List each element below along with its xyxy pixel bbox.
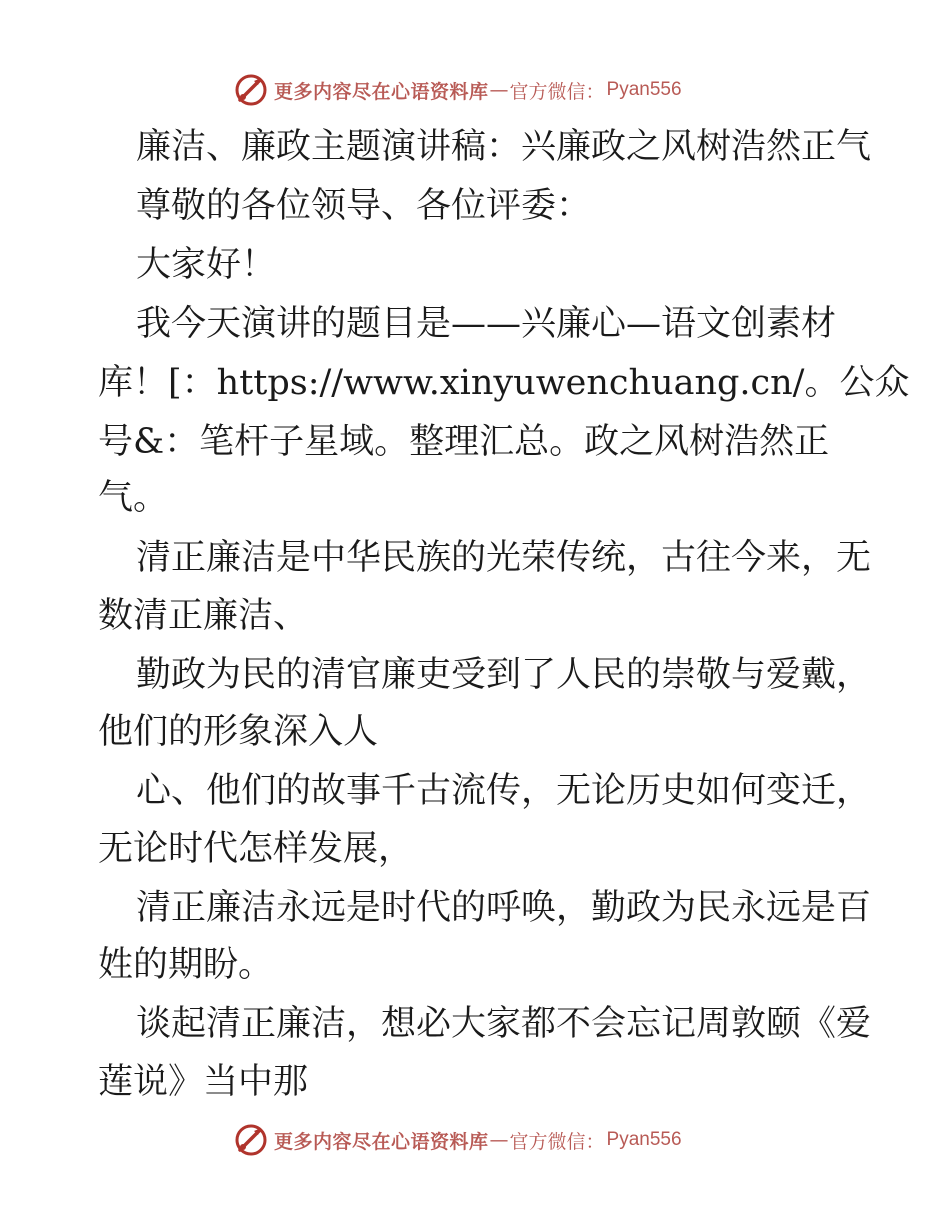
doc-line: 清正廉洁是中华民族的光荣传统，古往今来，无 bbox=[136, 538, 872, 578]
doc-line: 号&：笔杆子星域。整理汇总。政之风树浩然正 bbox=[98, 422, 830, 462]
doc-title: 廉洁、廉政主题演讲稿：兴廉政之风树浩然正气 bbox=[136, 127, 872, 167]
banner-wechat-label: 官方微信： bbox=[509, 80, 605, 103]
doc-line: 清正廉洁永远是时代的呼唤，勤政为民永远是百 bbox=[136, 888, 872, 928]
doc-line: 勤政为民的清官廉吏受到了人民的崇敬与爱戴， bbox=[136, 655, 872, 695]
doc-line: 数清正廉洁、 bbox=[98, 596, 309, 636]
logo-icon bbox=[234, 1123, 268, 1157]
header-banner bbox=[234, 73, 682, 107]
footer-banner bbox=[234, 1123, 682, 1157]
banner-wechat-id: Pyan556 bbox=[606, 79, 682, 100]
banner-wechat-label: 官方微信： bbox=[509, 1130, 605, 1153]
doc-line: 莲说》当中那 bbox=[98, 1062, 309, 1102]
doc-line: 库！[：https://www.xinyuwenchuang.cn/。公众 bbox=[98, 363, 910, 403]
banner-brand-text: 更多内容尽在心语资料库 bbox=[274, 80, 489, 103]
banner-brand-text: 更多内容尽在心语资料库 bbox=[274, 1130, 489, 1153]
doc-line: 大家好！ bbox=[136, 245, 277, 285]
doc-line: 尊敬的各位领导、各位评委： bbox=[136, 186, 592, 226]
banner-dash: — bbox=[489, 1129, 509, 1151]
doc-line: 他们的形象深入人 bbox=[98, 712, 379, 752]
doc-line: 姓的期盼。 bbox=[98, 945, 274, 985]
banner-dash: — bbox=[489, 79, 509, 101]
doc-line: 无论时代怎样发展， bbox=[98, 829, 414, 869]
doc-line: 我今天演讲的题目是——兴廉心—语文创素材 bbox=[136, 304, 837, 344]
logo-icon bbox=[234, 73, 268, 107]
doc-line: 谈起清正廉洁，想必大家都不会忘记周敦颐《爱 bbox=[136, 1004, 872, 1044]
doc-line: 心、他们的故事千古流传，无论历史如何变迁， bbox=[136, 771, 872, 811]
banner-wechat-id: Pyan556 bbox=[606, 1129, 682, 1150]
doc-line: 气。 bbox=[98, 478, 169, 518]
